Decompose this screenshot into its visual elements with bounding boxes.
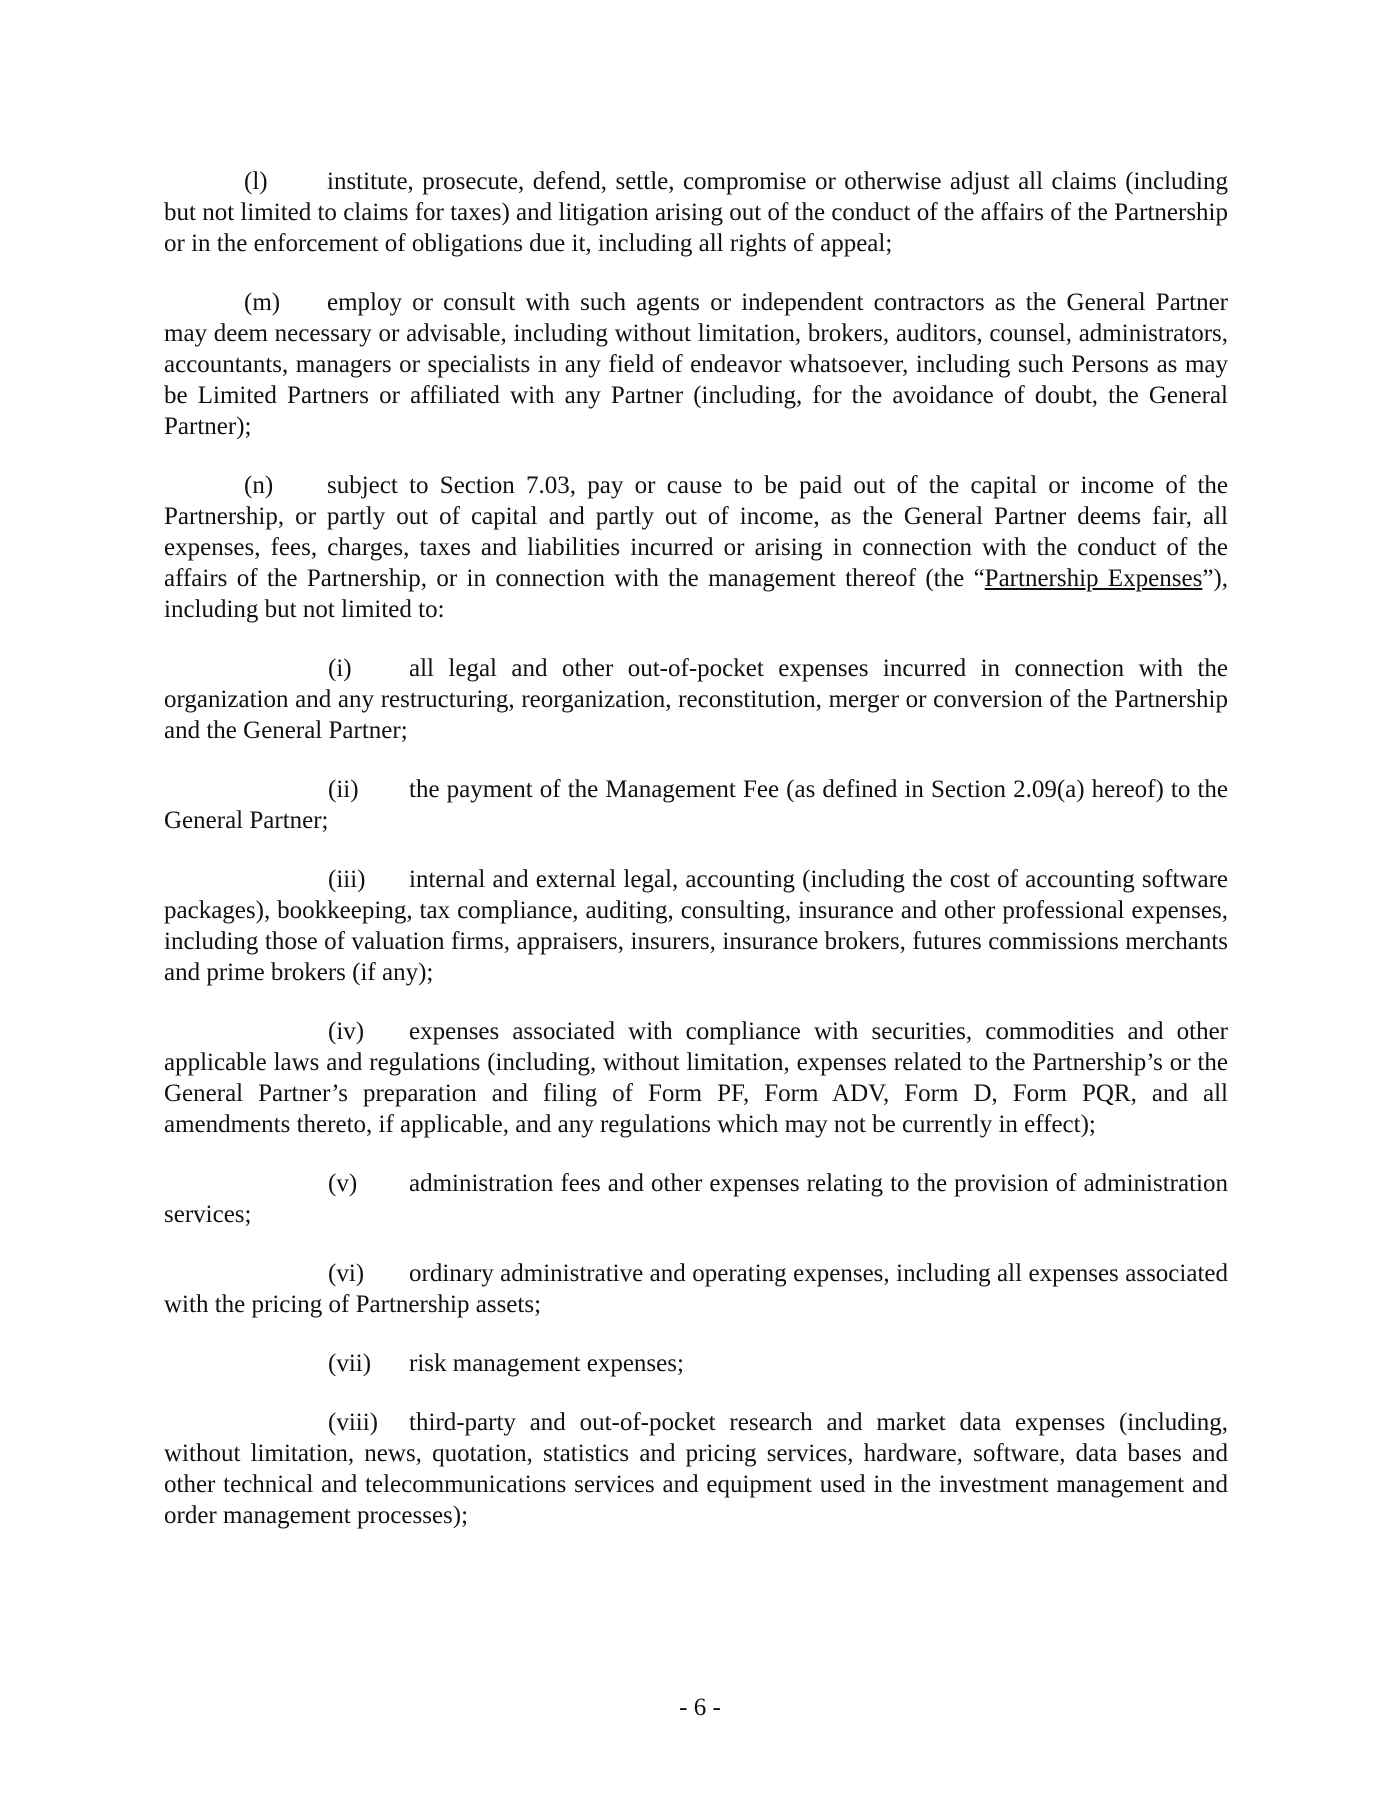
paragraph-text-end: ”), including but not limited to: — [164, 565, 1228, 623]
paragraph-n — [164, 470, 1228, 625]
paragraph-label: (l) — [244, 168, 268, 195]
subitem-text: all legal and other out-of-pocket expenses incurred in connection with the organization and any restructuring, reorganization, reconstitution, merger or conversion of the Partnership and the General Partner; — [164, 655, 1228, 744]
paragraph-label: (m) — [244, 289, 281, 316]
paragraph-text: employ or consult with such agents or independent contractors as the General Partner may deem necessary or advisable, including without limitation, brokers, auditors, counsel, administrators, accountants, managers or specialists in any field of endeavor whatsoever, including such Persons as may be Limited Partners or affiliated with any Partner (including, for the avoidance of doubt, the General Partner); — [164, 289, 1228, 440]
subitem-label: (vii) — [328, 1350, 372, 1377]
subitem-text: third-party and out-of-pocket research and market data expenses (including, without limitation, news, quotation, statistics and pricing services, hardware, software, data bases and other technical and telecommunications services and equipment used in the investment management and order management processes); — [164, 1409, 1228, 1529]
document-body — [164, 166, 1228, 1559]
subitem-label: (vi) — [328, 1260, 365, 1287]
subitem-i — [164, 653, 1228, 746]
subitem-label: (i) — [328, 655, 352, 682]
subitem-label: (ii) — [328, 776, 359, 803]
paragraph-text: subject to Section 7.03, pay or cause to be paid out of the capital or income of the Partnership, or partly out of capital and partly out of income, as the General Partner deems fair, all expenses, fees, charges, taxes and liabilities incurred or arising in connection with the conduct of the affairs of the Partnership, or in connection with the management thereof (the “ — [164, 472, 1228, 592]
page-number: - 6 - — [679, 1694, 721, 1721]
subitem-viii — [164, 1407, 1228, 1531]
subitem-text: expenses associated with compliance with securities, commodities and other applicable laws and regulations (including, without limitation, expenses related to the Partnership’s or the General Partner’s preparation and filing of Form PF, Form ADV, Form D, Form PQR, and all amendments thereto, if applicable, and any regulations which may not be currently in effect); — [164, 1018, 1228, 1138]
paragraph-label: (n) — [244, 472, 274, 499]
paragraph-text: institute, prosecute, defend, settle, compromise or otherwise adjust all claims (including but not limited to claims for taxes) and litigation arising out of the conduct of the affairs of the Partnership or in the enforcement of obligations due it, including all rights of appeal; — [164, 168, 1228, 257]
subitem-label: (v) — [328, 1170, 358, 1197]
paragraph-l — [164, 166, 1228, 259]
subitem-iii — [164, 864, 1228, 988]
subitem-label: (iv) — [328, 1018, 365, 1045]
subitem-ii — [164, 774, 1228, 836]
subitem-text: administration fees and other expenses relating to the provision of administration services; — [164, 1170, 1228, 1228]
subitem-vi — [164, 1258, 1228, 1320]
subitem-vii — [164, 1348, 1228, 1379]
subitem-label: (viii) — [328, 1409, 378, 1436]
subitem-iv — [164, 1016, 1228, 1140]
defined-term: Partnership Expenses — [984, 565, 1203, 592]
subitem-v — [164, 1168, 1228, 1230]
subitem-text: internal and external legal, accounting (including the cost of accounting software packages), bookkeeping, tax compliance, auditing, consulting, insurance and other professional expenses, including those of valuation firms, appraisers, insurers, insurance brokers, futures commissions merchants and prime brokers (if any); — [164, 866, 1228, 986]
subitem-text: the payment of the Management Fee (as defined in Section 2.09(a) hereof) to the General Partner; — [164, 776, 1228, 834]
subitem-text: ordinary administrative and operating expenses, including all expenses associated with the pricing of Partnership assets; — [164, 1260, 1228, 1318]
paragraph-m — [164, 287, 1228, 442]
subitem-text: risk management expenses; — [409, 1350, 684, 1377]
subitem-label: (iii) — [328, 866, 366, 893]
